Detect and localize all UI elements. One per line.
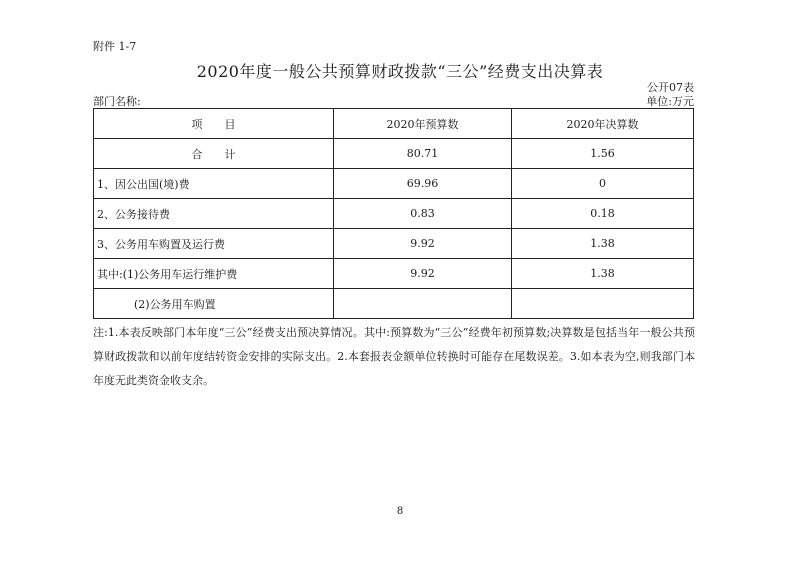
- row-final: 1.38: [512, 259, 694, 289]
- row-budget: 69.96: [334, 169, 512, 199]
- page-number: 8: [396, 506, 404, 517]
- row-final: 1.56: [512, 139, 694, 169]
- page-title: 2020年度一般公共预算财政拨款“三公”经费支出决算表: [196, 62, 604, 81]
- form-code: 公开07表: [647, 81, 694, 94]
- row-budget: 80.71: [334, 139, 512, 169]
- row-budget: [334, 289, 512, 319]
- row-budget: 0.83: [334, 199, 512, 229]
- row-item: 2、公务接待费: [94, 199, 334, 229]
- row-item: 1、因公出国(境)费: [94, 169, 334, 199]
- expenditure-table: [93, 108, 694, 319]
- header-final: 2020年决算数: [512, 109, 694, 139]
- row-budget: 9.92: [334, 229, 512, 259]
- row-budget: 9.92: [334, 259, 512, 289]
- row-final: 1.38: [512, 229, 694, 259]
- row-item: (2)公务用车购置: [94, 289, 334, 319]
- header-budget: 2020年预算数: [334, 109, 512, 139]
- table-note: 注:1.本表反映部门本年度“三公”经费支出预决算情况。其中:预算数为“三公”经费年初预算数;决算数是包括当年一般公共预算财政拨款和以前年度结转资金安排的实际支出。2.本套报表金额单位转换时可能存在尾数误差。3.如本表为空,则我部门本年度无此类资金收支余。: [93, 326, 695, 387]
- table-row: [94, 289, 694, 319]
- table-row: [94, 229, 694, 259]
- table-row: [94, 199, 694, 229]
- row-final: [512, 289, 694, 319]
- header-item: 项 目: [94, 109, 334, 139]
- table-row: [94, 139, 694, 169]
- row-final: 0.18: [512, 199, 694, 229]
- unit-label: 单位:万元: [646, 95, 694, 108]
- department-label: 部门名称:: [93, 95, 141, 108]
- row-item: 合 计: [94, 139, 334, 169]
- attachment-label: 附件 1-7: [93, 40, 137, 53]
- row-item: 3、公务用车购置及运行费: [94, 229, 334, 259]
- table-header-row: [94, 109, 694, 139]
- table-row: [94, 259, 694, 289]
- table-row: [94, 169, 694, 199]
- row-final: 0: [512, 169, 694, 199]
- row-item: 其中:(1)公务用车运行维护费: [94, 259, 334, 289]
